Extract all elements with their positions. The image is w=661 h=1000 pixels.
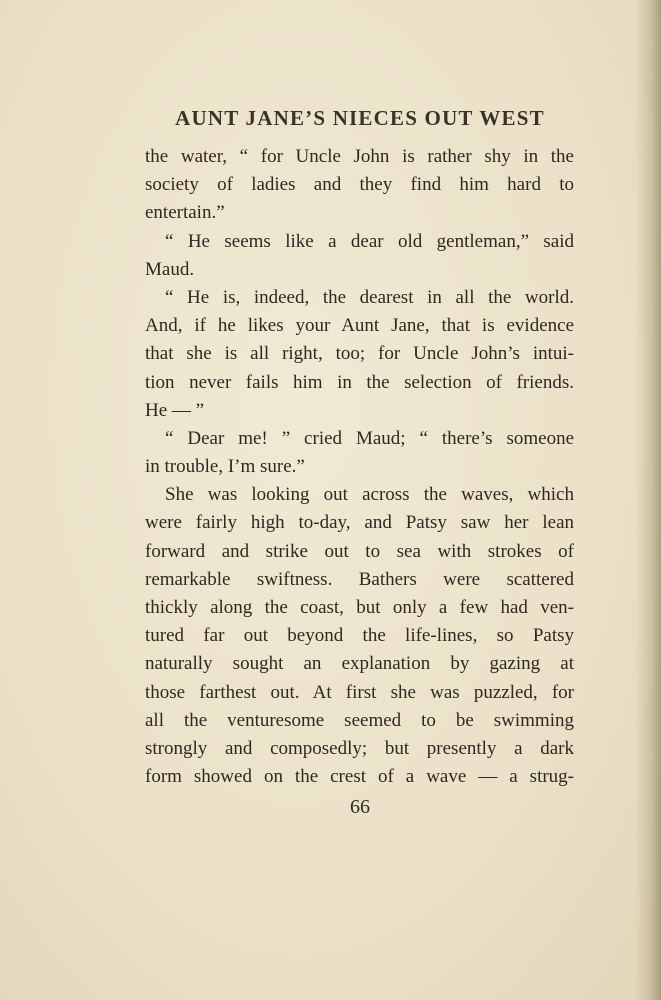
text-line: Maud. [145, 258, 195, 280]
spine-shadow [635, 0, 661, 1000]
text-line: She was looking out across the waves, which [165, 484, 574, 506]
text-line: tured far out beyond the life-lines, so Patsy [145, 625, 574, 647]
text-line: “ He seems like a dear old gentleman,” said [165, 230, 574, 252]
text-line: tion never fails him in the selection of friends. [145, 371, 574, 393]
text-line: form showed on the crest of a wave — a strug- [145, 766, 574, 788]
text-line: remarkable swiftness. Bathers were scattered [145, 568, 574, 590]
text-line: in trouble, I’m sure.” [145, 456, 305, 478]
text-line: society of ladies and they find him hard to [145, 174, 574, 196]
text-line: “ Dear me! ” cried Maud; “ there’s someone [165, 427, 574, 449]
text-line: all the venturesome seemed to be swimming [145, 709, 574, 731]
text-line: were fairly high to-day, and Patsy saw her lean [145, 512, 574, 534]
text-line: And, if he likes your Aunt Jane, that is evidence [145, 315, 574, 337]
text-line: the water, “ for Uncle John is rather shy in the [145, 146, 574, 167]
text-line: He — ” [145, 399, 205, 421]
text-line: forward and strike out to sea with strokes of [145, 540, 574, 562]
text-line: that she is all right, too; for Uncle John’s intui- [145, 343, 574, 365]
body-text [145, 143, 574, 791]
text-line: strongly and composedly; but presently a dark [145, 737, 574, 759]
text-line: thickly along the coast, but only a few had ven- [145, 597, 574, 618]
page-number: 66 [350, 796, 370, 818]
text-line: naturally sought an explanation by gazing at [145, 653, 574, 675]
text-line: “ He is, indeed, the dearest in all the world. [165, 286, 574, 308]
running-title: AUNT JANE’S NIECES OUT WEST [175, 106, 545, 130]
text-line: entertain.” [145, 202, 225, 224]
text-line: those farthest out. At first she was puzzled, for [145, 681, 574, 703]
